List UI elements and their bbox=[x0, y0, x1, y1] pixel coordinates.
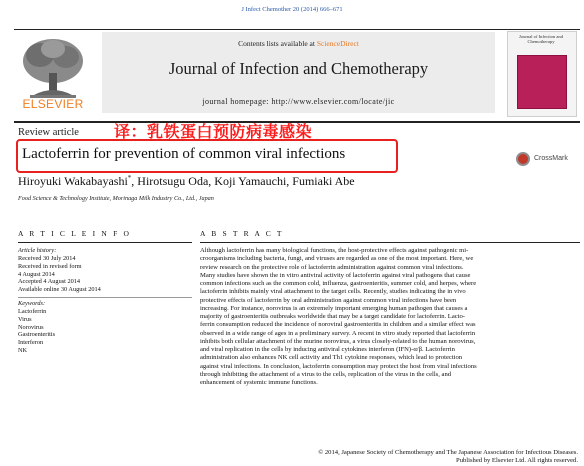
abstract-line: croorganisms including bacteria, fungi, and viruses are regarded as one of the most important. Here, we bbox=[200, 255, 474, 263]
abstract-rule bbox=[200, 242, 580, 243]
abstract-line: Many studies have shown the in vitro antiviral activity of lactoferrin against viral pathogens that cause bbox=[200, 271, 471, 279]
copyright-line: © 2014, Japanese Society of Chemotherapy and The Japanese Association for Infectious Diseases. bbox=[318, 449, 578, 456]
copyright-line: Published by Elsevier Ltd. All rights reserved. bbox=[456, 457, 578, 465]
history-item: Available online 30 August 2014 bbox=[18, 286, 101, 294]
crossmark-icon[interactable] bbox=[516, 152, 530, 166]
abstract-line: and viral replication in the cells by inducing antiviral cytokines interferon (IFN)-α/β. Lactoferrin bbox=[200, 346, 455, 354]
keyword: Gastroenteritis bbox=[18, 331, 56, 339]
abstract-line: administration also enhances NK cell activity and Th1 cytokine responses, which lead to protection bbox=[200, 354, 463, 362]
keyword: Norovirus bbox=[18, 323, 44, 331]
abstract-line: increasing. For instance, norovirus is an extremely important emerging human pathogen that causes a bbox=[200, 304, 468, 312]
corresponding-author[interactable]: Hiroyuki Wakabayashi bbox=[18, 174, 128, 188]
abstract-line: Although lactoferrin has many biological functions, the host-protective effects against pathogenic mi- bbox=[200, 247, 469, 254]
journal-title: Journal of Infection and Chemotherapy bbox=[168, 59, 429, 78]
abstract-line: inhibits both cellular attachment of the murine norovirus, a virus closely-related to the human norovirus, bbox=[200, 337, 476, 345]
abstract-line: common infections such as the common cold, influenza, gastroenteritis, summer cold, and herpes, where bbox=[200, 280, 477, 288]
keyword: Virus bbox=[18, 315, 32, 323]
history-item: Received 30 July 2014 bbox=[18, 255, 76, 262]
affiliation: Food Science & Technology Institute, Morinaga Milk Industry Co., Ltd., Japan bbox=[18, 195, 214, 202]
journal-homepage[interactable]: journal homepage: http://www.elsevier.com/locate/jic bbox=[202, 97, 395, 106]
abstract-line: through inhibiting the attachment of a virus to the cells, replication of the virus in the cells, and bbox=[200, 370, 452, 378]
history-item: Accepted 4 August 2014 bbox=[18, 278, 81, 286]
abstract-line: ferrin consumption reduced the incidence of noroviral gastroenteritis in children and a similar effect was bbox=[200, 321, 476, 329]
abstract-text bbox=[200, 247, 580, 388]
history-list bbox=[18, 255, 101, 294]
keywords-rule bbox=[18, 297, 192, 298]
corresponding-mark[interactable]: * bbox=[127, 174, 132, 182]
cover-title: Journal of Infection and Chemotherapy bbox=[518, 34, 563, 44]
sciencedirect-link[interactable]: ScienceDirect bbox=[316, 39, 359, 48]
article-info-heading: A R T I C L E I N F O bbox=[18, 229, 132, 238]
abstract-line: protective effects of lactoferrin by oral administration against common viral infections have been bbox=[200, 296, 457, 304]
abstract-line: lactoferrin inhibits mainly viral attachment to the target cells. Recently, studies indicating the in vivo bbox=[200, 288, 466, 296]
keywords-heading: Keywords: bbox=[18, 300, 46, 307]
journal-citation[interactable]: J Infect Chemother 20 (2014) 666–671 bbox=[241, 6, 343, 13]
history-heading: Article history: bbox=[18, 247, 57, 254]
abstract-heading: A B S T R A C T bbox=[200, 229, 284, 238]
author-list bbox=[18, 174, 355, 189]
keyword: Interferon bbox=[18, 339, 44, 347]
article-type: Review article bbox=[18, 127, 79, 138]
abstract-line: observed in a wide range of ages in a preliminary survey. A recent in vitro study reported that lactoferrin bbox=[200, 329, 476, 337]
keyword: Lactoferrin bbox=[18, 308, 47, 315]
keywords-list bbox=[18, 308, 55, 355]
cover-artwork bbox=[517, 55, 567, 109]
publisher-logo-text: ELSEVIER bbox=[22, 97, 84, 111]
translation-annotation: 译：乳铁蛋白预防病毒感染 bbox=[114, 122, 313, 141]
keyword: NK bbox=[18, 346, 28, 354]
header-rule bbox=[14, 29, 580, 30]
abstract-line: enhancement of systemic immune functions. bbox=[200, 379, 318, 387]
contents-line bbox=[102, 39, 495, 48]
contents-prefix: Contents lists available at bbox=[238, 39, 317, 48]
history-item: Received in revised form bbox=[18, 262, 82, 270]
co-authors: , Hirotsugu Oda, Koji Yamauchi, Fumiaki Abe bbox=[131, 174, 355, 188]
crossmark-label[interactable]: CrossMark bbox=[534, 155, 568, 162]
abstract-line: review research on the protective role of lactoferrin administration against common viral infections. bbox=[200, 263, 464, 271]
article-info-rule bbox=[18, 242, 192, 243]
abstract-line: against viral infections. In conclusion, lactoferrin consumption may protect the host from viral infections bbox=[200, 362, 477, 370]
history-item: 4 August 2014 bbox=[18, 270, 55, 278]
copyright-notice bbox=[200, 449, 578, 466]
article-title: Lactoferrin for prevention of common viral infections bbox=[22, 146, 346, 162]
abstract-line: majority of gastroenteritis outbreaks worldwide that may be a target candidate for lactoferrin. Lacto- bbox=[200, 313, 465, 321]
